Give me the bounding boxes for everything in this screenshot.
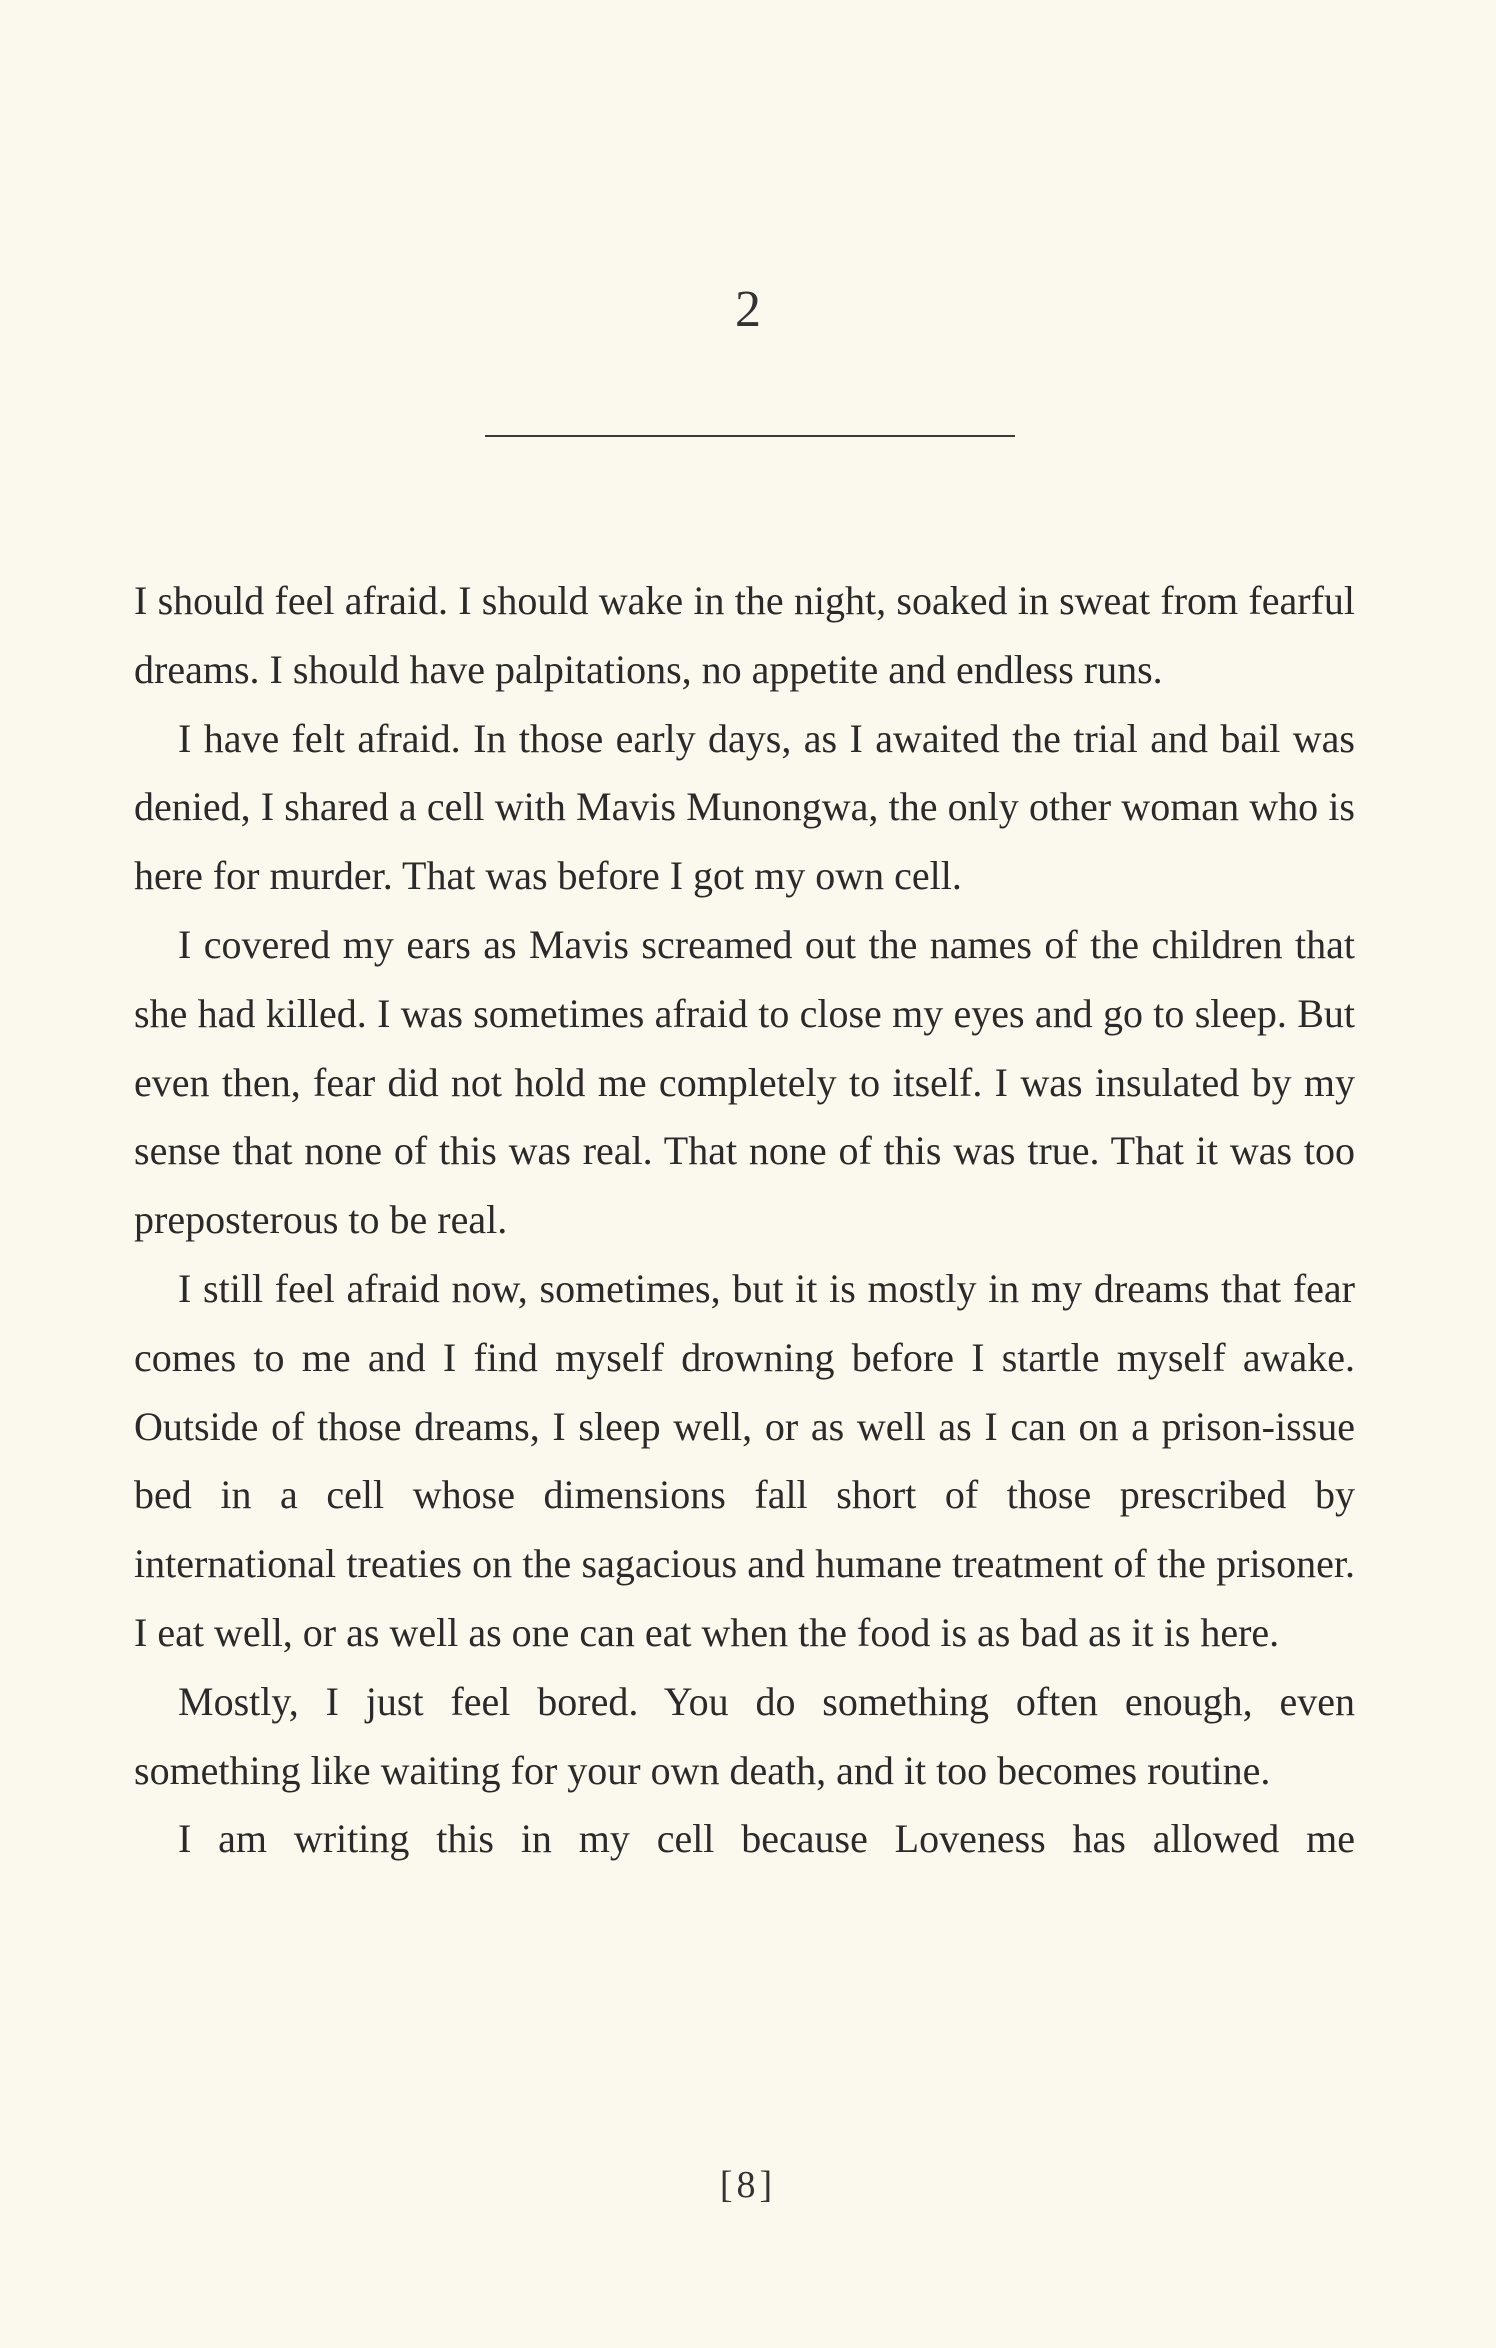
page-number: [8] [719, 2164, 777, 2206]
paragraph: I have felt afraid. In those early days, as I awaited the trial and bail was denied, I shared a cell with Mavis Munongwa, the only other woman who is here for murder. That was before I got my own cell. [134, 715, 1355, 899]
paragraph: Mostly, I just feel bored. You do something often enough, even something like waiting for your own death, and it too becomes routine. [134, 1678, 1355, 1793]
chapter-divider [485, 435, 1015, 437]
paragraph: I still feel afraid now, sometimes, but it is mostly in my dreams that fear comes to me and I find myself drowning before I startle myself awake. Outside of those dreams, I sleep well, or as well as I can on a prison-issue bed in a cell whose dimensions fall short of those prescribed by international treaties on the sagacious and humane treatment of the prisoner. I eat well, or as well as one can eat when the food is as bad as it is here. [134, 1265, 1355, 1655]
paragraph: I am writing this in my cell because Loveness has allowed me [178, 1816, 1355, 1862]
chapter-number: 2 [735, 281, 761, 338]
paragraph: I covered my ears as Mavis screamed out the names of the children that she had killed. I was sometimes afraid to close my eyes and go to sleep. But even then, fear did not hold me completely to itself. I was insulated by my sense that none of this was real. That none of this was true. That it was too preposterous to be real. [134, 921, 1355, 1243]
paragraph: I should feel afraid. I should wake in the night, soaked in sweat from fearful dreams. I should have palpitations, no appetite and endless runs. [134, 578, 1355, 692]
body-text [134, 567, 1355, 1874]
